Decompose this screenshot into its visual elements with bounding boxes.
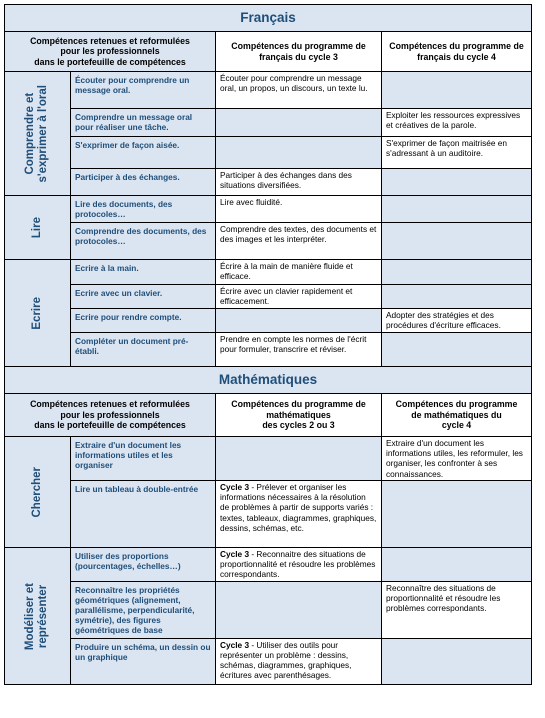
cycle3-cell (216, 260, 382, 285)
cycle3-cell (216, 72, 382, 109)
cycle3-text: Écrire à la main de manière fluide et efficace. (220, 261, 353, 282)
francais-section-title: Français (5, 5, 532, 32)
cycle4-cell: Exploiter les ressources expressives et créatives de la parole. (382, 109, 532, 137)
domain-label: Ecrire (30, 296, 43, 330)
cycle-prefix: Cycle 3 (220, 549, 250, 560)
cycle4-cell (382, 169, 532, 196)
domain-label-cell (5, 72, 71, 196)
domain-label-cell (5, 548, 71, 685)
table-row (5, 109, 532, 137)
francais-header-cycle-a: Compétences du programme de français du cycle 3 (216, 32, 382, 72)
skill-cell: Utiliser des proportions (pourcentages, échelles…) (71, 548, 216, 581)
cycle3-text: Participer à des échanges dans des situations diversifiées. (220, 170, 352, 191)
table-row (5, 260, 532, 285)
maths-header-cycle-b: Compétences du programme de mathématiques du cycle 4 (382, 394, 532, 437)
cycle-prefix: Cycle 3 (220, 482, 250, 493)
cycle4-cell (382, 548, 532, 581)
francais-header-cycle-b: Compétences du programme de français du cycle 4 (382, 32, 532, 72)
cycle4-cell (382, 333, 532, 367)
cycle3-cell (216, 137, 382, 169)
domain-label: Comprendre et s'exprimer à l'oral (24, 84, 50, 183)
cycle4-cell: Reconnaître des situations de proportionnalité et résoudre les problèmes correspondants. (382, 581, 532, 639)
maths-section-title: Mathématiques (5, 367, 532, 394)
table-row (5, 639, 532, 685)
table-row (5, 196, 532, 223)
cycle3-cell (216, 196, 382, 223)
skill-cell: Ecrire à la main. (71, 260, 216, 285)
domain-label: Chercher (30, 466, 43, 518)
table-row (5, 285, 532, 309)
cycle3-cell (216, 581, 382, 639)
cycle-prefix: Cycle 3 (220, 640, 250, 651)
cycle3-text: Lire avec fluidité. (220, 197, 283, 207)
skill-cell: Lire un tableau à double-entrée (71, 481, 216, 548)
cycle3-text: Écouter pour comprendre un message oral, un propos, un discours, un texte lu. (220, 73, 368, 94)
skill-cell: Comprendre des documents, des protocoles… (71, 223, 216, 260)
cycle4-cell: Adopter des stratégies et des procédures d'écriture efficaces. (382, 309, 532, 333)
table-row (5, 437, 532, 481)
cycle3-cell (216, 481, 382, 548)
domain-label-cell (5, 437, 71, 548)
cycle4-cell (382, 72, 532, 109)
competences-sheet (4, 4, 531, 685)
table-row (5, 481, 532, 548)
domain-label-cell (5, 196, 71, 260)
cycle3-cell (216, 548, 382, 581)
skill-cell: Reconnaître les propriétés géométriques (alignement, parallélisme, perpendicularité, symétrie), des figures géométriques de base (71, 581, 216, 639)
table-row (5, 309, 532, 333)
skill-cell: Participer à des échanges. (71, 169, 216, 196)
cycle3-text: Écrire avec un clavier rapidement et efficacement. (220, 286, 353, 307)
table-row (5, 581, 532, 639)
table-row (5, 169, 532, 196)
cycle4-cell (382, 196, 532, 223)
table-row (5, 548, 532, 581)
cycle3-cell (216, 285, 382, 309)
cycle3-text: Comprendre des textes, des documents et des images et les interpréter. (220, 224, 377, 245)
cycle4-cell: Extraire d'un document les informations utiles, les reformuler, les organiser, les confronter à ses connaissances. (382, 437, 532, 481)
francais-header-reformulated: Compétences retenues et reformulées pour les professionnels dans le portefeuille de compétences (5, 32, 216, 72)
cycle3-text: - Reconnaitre des situations de proportionnalité et résoudre les problèmes correspondants. (220, 549, 376, 580)
skill-cell: S'exprimer de façon aisée. (71, 137, 216, 169)
cycle3-text: Prendre en compte les normes de l'écrit pour formuler, transcrire et réviser. (220, 334, 367, 355)
cycle4-cell: S'exprimer de façon maitrisée en s'adressant à un auditoire. (382, 137, 532, 169)
skill-cell: Produire un schéma, un dessin ou un graphique (71, 639, 216, 685)
skill-cell: Écouter pour comprendre un message oral. (71, 72, 216, 109)
cycle4-cell (382, 285, 532, 309)
cycle3-cell (216, 223, 382, 260)
skill-cell: Lire des documents, des protocoles… (71, 196, 216, 223)
skill-cell: Extraire d'un document les informations utiles et les organiser (71, 437, 216, 481)
table-row (5, 137, 532, 169)
cycle4-cell (382, 639, 532, 685)
skill-cell: Ecrire avec un clavier. (71, 285, 216, 309)
cycle3-cell (216, 333, 382, 367)
table-row (5, 223, 532, 260)
cycle3-text: - Prélever et organiser les informations nécessaires à la résolution de problèmes à partir de supports variés : textes, tableaux, diagrammes, graphiques, dessins, schémas, etc. (220, 482, 377, 533)
skill-cell: Comprendre un message oral pour réaliser une tâche. (71, 109, 216, 137)
cycle3-cell (216, 169, 382, 196)
domain-label: Modéliser et représenter (24, 582, 50, 650)
cycle4-cell (382, 223, 532, 260)
maths-header-cycle-a: Compétences du programme de mathématiques des cycles 2 ou 3 (216, 394, 382, 437)
cycle4-cell (382, 260, 532, 285)
domain-label: Lire (30, 217, 43, 239)
cycle3-text: - Utiliser des outils pour représenter un problème : dessins, schémas, diagrammes, graphiques, écritures avec parenthésages. (220, 640, 352, 681)
domain-label-cell (5, 260, 71, 367)
table-row (5, 72, 532, 109)
cycle3-cell (216, 639, 382, 685)
cycle4-cell (382, 481, 532, 548)
cycle3-cell (216, 109, 382, 137)
cycle3-cell (216, 309, 382, 333)
cycle3-cell (216, 437, 382, 481)
skill-cell: Compléter un document pré-établi. (71, 333, 216, 367)
skill-cell: Ecrire pour rendre compte. (71, 309, 216, 333)
competences-table (4, 4, 532, 685)
table-row (5, 333, 532, 367)
maths-header-reformulated: Compétences retenues et reformulées pour les professionnels dans le portefeuille de compétences (5, 394, 216, 437)
